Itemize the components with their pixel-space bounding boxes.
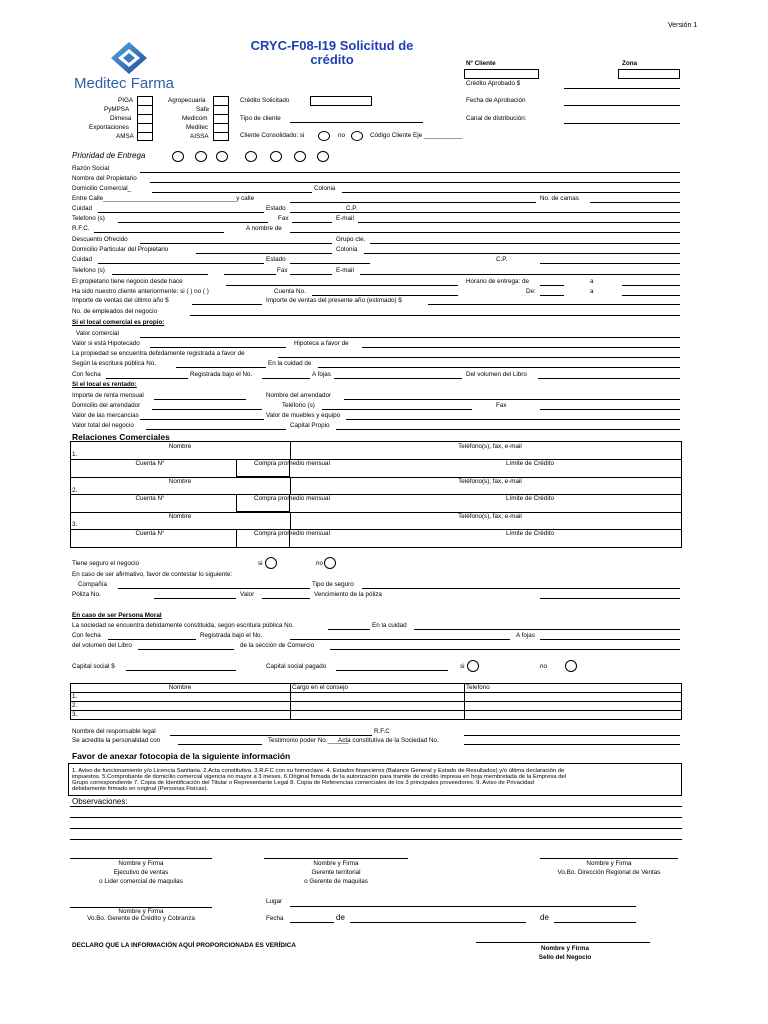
grupo-cte-line[interactable] — [370, 243, 680, 244]
moral-con-fecha-line[interactable] — [108, 639, 196, 640]
hipoteca-favor-line[interactable] — [362, 347, 680, 348]
del-volumen-line[interactable] — [538, 378, 680, 379]
rel1-nombre-header: Nombre — [168, 443, 192, 450]
rfc-label: R.F.C. — [72, 225, 90, 232]
acta-label: Acta constitutiva de la Sociedad No. — [338, 737, 439, 744]
domicilio-particular-label: Domicilio Particular del Propietario — [72, 246, 169, 253]
constituida-line[interactable] — [328, 629, 370, 630]
rel3-limite-header: Límite de Crédito — [506, 530, 554, 537]
tipo-seguro-line[interactable] — [362, 588, 680, 589]
telefono-line[interactable] — [118, 222, 268, 223]
cuenta-no-line[interactable] — [312, 295, 458, 296]
no-empleados-label: No. de empleados del negocio — [72, 308, 158, 315]
valor-line[interactable] — [262, 598, 310, 599]
company-label-piga: PIGA — [118, 97, 134, 104]
estado-label: Estado — [266, 205, 286, 212]
moral-a-fojas-line[interactable] — [540, 639, 680, 640]
fecha-de-label-1: de — [336, 913, 345, 922]
nombre-arrendador-line[interactable] — [344, 399, 680, 400]
valor-muebles-line[interactable] — [346, 419, 680, 420]
prioridad-radio-2[interactable] — [195, 151, 207, 162]
rel3-cuenta-header: Cuenta N° — [135, 530, 165, 537]
rel3-cuenta-cell[interactable] — [236, 529, 290, 548]
de-a-label: a — [590, 288, 594, 295]
poliza-label: Póliza No. — [72, 591, 101, 598]
fecha-mes-line[interactable] — [350, 922, 526, 923]
firma-gerente-cargo-2: o Gerente de maquilas — [304, 878, 368, 885]
acredita-line[interactable] — [178, 744, 262, 745]
capital-no-radio[interactable] — [565, 660, 577, 672]
propio-heading: Si el local comercial es propio: — [72, 319, 165, 326]
rel3-nombre-header: Nombre — [168, 513, 192, 520]
firma-credito-cargo: Vo.Bo. Gerente de Crédito y Cobranza — [87, 915, 195, 922]
estado-line[interactable] — [290, 212, 370, 213]
a-fojas-label: A fojas — [312, 371, 331, 378]
importe-renta-label: Importe de renta mensual — [72, 392, 144, 399]
cuenta-no-label: Cuenta No. — [274, 288, 306, 295]
fax-line[interactable] — [292, 222, 332, 223]
registrada-libro-label: Registrada bajo el No. — [190, 371, 253, 378]
registrada-favor-label: La propiedad se encuentra debidamente registrada a favor de — [72, 350, 245, 357]
estado2-label: Estado — [266, 256, 286, 263]
credito-aprobado-line[interactable] — [564, 88, 680, 89]
segun-escritura-line[interactable] — [176, 367, 266, 368]
anexos-line-3: Grupo correspondiente 7. Copia de Identificación del Titular o Representante Legal 8. Copia de Referencias comerciales de los 3 principales proveedores. 9. Aviso de Privacidad — [72, 780, 534, 786]
valor-total-label: Valor total del negocio — [72, 422, 134, 429]
de-label: De: — [526, 288, 536, 295]
fecha-label: Fecha — [266, 915, 284, 922]
rel1-telefono-header: Teléfono(s), fax, e-mail — [458, 443, 522, 450]
credito-aprobado-label: Crédito Aprobado $ — [466, 80, 521, 87]
a-fojas-line[interactable] — [334, 378, 462, 379]
de-line[interactable] — [540, 295, 564, 296]
consejo-nombre-header: Nombre — [168, 684, 192, 691]
prioridad-radio-5[interactable] — [270, 151, 282, 162]
valor-hipotecado-label: Valor si está Hipotecado — [72, 340, 140, 347]
con-fecha-line[interactable] — [106, 378, 188, 379]
no-cliente-label: Nº Cliente — [466, 60, 496, 67]
a-nombre-de-line[interactable] — [290, 232, 680, 233]
firma-ejecutivo-cargo-2: o Lider comercial de maquilas — [99, 878, 183, 885]
rel2-cuenta-header: Cuenta N° — [135, 495, 165, 502]
zona-input[interactable] — [618, 69, 680, 79]
no-camas-line[interactable] — [590, 202, 680, 203]
segun-escritura-label: Según la escritura pública No. — [72, 360, 157, 367]
domicilio-comercial-line[interactable] — [152, 192, 312, 193]
rel3-row-number: 3. — [72, 521, 78, 528]
company-label-agropecuaria: Agropecuaria — [168, 97, 206, 104]
propietario-desde-label: El propietario tiene negocio desde hace — [72, 278, 183, 285]
moral-registrada-label: Registrada bajo el No. — [200, 632, 263, 639]
firma-gerente-nombre: Nombre y Firma — [313, 860, 359, 867]
credito-solicitado-label: Crédito Solicitado — [240, 97, 290, 104]
descuento-ofrecido-line[interactable] — [140, 243, 332, 244]
fecha-de-label-2: de — [540, 913, 549, 922]
seguro-no-label: no — [316, 560, 324, 567]
canal-distribucion-line[interactable] — [564, 123, 680, 124]
firma-gerente-cargo: Gerente territorial — [311, 869, 361, 876]
del-volumen-label: Del volumen del Libro — [466, 371, 527, 378]
fax2-line[interactable] — [290, 274, 332, 275]
fax2-label: Fax — [277, 267, 288, 274]
no-cliente-input[interactable] — [464, 69, 539, 79]
capital-propio-line[interactable] — [336, 429, 680, 430]
testimonio-label: Testimonio poder No.______ — [268, 737, 349, 744]
compania-label: Compañía — [78, 581, 108, 588]
importe-renta-line[interactable] — [154, 399, 246, 400]
firma-direccion-line[interactable] — [540, 858, 678, 859]
firma-negocio-nombre: Nombre y Firma — [541, 945, 589, 952]
rentado-telefono-line[interactable] — [322, 409, 472, 410]
hipoteca-favor-label: Hipoteca a favor de — [294, 340, 349, 347]
observaciones-line-1[interactable] — [70, 806, 682, 807]
rel2-cuenta-cell[interactable] — [236, 494, 290, 512]
grupo-cte-label: Grupo cte. — [336, 236, 366, 243]
razon-social-line[interactable] — [140, 172, 680, 173]
ventas-presente-label: Importe de ventas del presente año (estimado) $ — [266, 297, 402, 304]
domicilio-comercial-label: Domicilio Comercial_ — [72, 185, 132, 192]
compania-line[interactable] — [118, 588, 310, 589]
capital-social-line[interactable] — [126, 670, 236, 671]
company-label-aissa: AISSA — [190, 133, 209, 140]
cuidad2-label: Cuidad — [72, 256, 92, 263]
prioridad-radio-3[interactable] — [216, 151, 228, 162]
logo-text: Meditec Farma — [74, 75, 175, 92]
form-title: CRYC-F08-I19 Solicitud de crédito — [250, 38, 414, 67]
cuidad2-line[interactable] — [98, 263, 264, 264]
rel2-telefono-header: Teléfono(s), fax, e-mail — [458, 478, 522, 485]
consejo-row-2: 2. — [72, 702, 78, 709]
responsable-legal-label: Nombre del responsable legal — [72, 728, 156, 735]
capital-social-label: Capital social $ — [72, 663, 115, 670]
tipo-cliente-line[interactable] — [290, 122, 423, 123]
zona-label: Zona — [622, 60, 638, 67]
prioridad-radio-4[interactable] — [245, 151, 257, 162]
ha-sido-cliente-label: Ha sido nuestro cliente anteriormente: si ( ) no ( ) — [72, 288, 209, 295]
ventas-ultimo-line[interactable] — [192, 304, 262, 305]
moral-cuidad-line[interactable] — [414, 629, 680, 630]
rel2-nombre-header: Nombre — [168, 478, 192, 485]
company-checkbox-column-right — [213, 96, 229, 141]
email2-line[interactable] — [360, 274, 680, 275]
firma-credito-nombre: Nombre y Firma — [118, 908, 164, 915]
constituida-label: La sociedad se encuentra debidamente constituida, según escritura pública No. — [72, 622, 294, 629]
observaciones-label: Observaciones: — [72, 797, 128, 806]
telefono2-line-b[interactable] — [224, 274, 276, 275]
telefono2-label: Telefono (s) — [72, 267, 105, 274]
horario-a-label: a — [590, 278, 594, 285]
company-label-meditec: Meditec — [186, 124, 209, 131]
registrada-libro-line[interactable] — [262, 378, 310, 379]
acredita-label: Se acredita la personalidad con — [72, 737, 161, 744]
fecha-anio-line[interactable] — [554, 922, 636, 923]
cuidad-label: Cuidad — [72, 205, 92, 212]
cp2-label: C.P. — [496, 256, 508, 263]
nombre-propietario-label: Nombre del Propietario — [72, 175, 137, 182]
en-la-cuidad-line[interactable] — [318, 367, 680, 368]
declaro-text: DECLARO QUE LA INFORMACIÓN AQUÍ PROPORCIONADA ES VERÍDICA — [72, 942, 297, 949]
horario-a-line[interactable] — [622, 285, 680, 286]
nombre-propietario-line[interactable] — [150, 182, 680, 183]
seccion-comercio-line[interactable] — [330, 649, 680, 650]
ventas-ultimo-label: Importe de ventas del último año $ — [72, 297, 169, 304]
moral-cuidad-label: En la cuidad — [372, 622, 407, 629]
valor-mercancias-line[interactable] — [140, 419, 264, 420]
seccion-comercio-label: de la sección de Comercio — [240, 642, 315, 649]
cp-line[interactable] — [362, 212, 680, 213]
telefono-label: Telefono (s) — [72, 215, 105, 222]
colonia-line[interactable] — [342, 192, 680, 193]
email-line[interactable] — [358, 222, 680, 223]
rentado-fax-line[interactable] — [540, 409, 680, 410]
firma-ejecutivo-cargo: Ejecutivo de ventas — [113, 869, 169, 876]
fecha-aprobacion-label: Fecha de Aprobación — [466, 97, 526, 104]
anexos-line-4: debidamente firmado en original (Personas Fisicas). — [72, 786, 209, 792]
firma-negocio-sello: Sello del Negocio — [538, 954, 592, 961]
version-label: Versión 1 — [668, 22, 698, 29]
de-a-line[interactable] — [622, 295, 680, 296]
rentado-heading: Si el local es rentado: — [72, 381, 137, 388]
firma-ejecutivo-nombre: Nombre y Firma — [118, 860, 164, 867]
rel2-compra-header: Compra promedio mensual — [254, 495, 330, 502]
consolidado-no-radio[interactable] — [351, 131, 363, 141]
firma-ejecutivo-line[interactable] — [70, 858, 212, 859]
company-label-pympsa: PyMPSA — [104, 106, 130, 113]
capital-pagado-line[interactable] — [336, 670, 448, 671]
horario-entrega-label: Horario de entrega: de — [466, 278, 530, 285]
rel1-compra-header: Compra promedio mensual — [254, 460, 330, 467]
moral-heading: En caso de ser Persona Moral — [72, 612, 162, 619]
domicilio-arrendador-label: Domicilio del arrendador — [72, 402, 141, 409]
cp2-line[interactable] — [540, 263, 680, 264]
a-nombre-de-label: A nombre de — [246, 225, 282, 232]
moral-rfc-line[interactable] — [464, 735, 680, 736]
caso-afirmativo-label: En caso de ser afirmativo, favor de contestar lo siguiente: — [72, 571, 233, 578]
credito-solicitado-input[interactable] — [310, 96, 372, 106]
firma-gerente-line[interactable] — [264, 858, 408, 859]
cliente-consolidado-label: Cliente Consolidado: si — [240, 132, 305, 139]
rel1-cuenta-header: Cuenta N° — [135, 460, 165, 467]
tiene-seguro-label: Tiene seguro el negocio — [72, 560, 139, 567]
prioridad-radio-1[interactable] — [172, 151, 184, 162]
rel1-limite-header: Límite de Crédito — [506, 460, 554, 467]
capital-si-label: si — [460, 663, 465, 670]
observaciones-line-4[interactable] — [70, 839, 682, 840]
seguro-si-radio[interactable] — [265, 557, 277, 569]
consejo-row-3: 3. — [72, 711, 78, 718]
capital-no-label: no — [540, 663, 548, 670]
tipo-cliente-label: Tipo de cliente — [240, 115, 281, 122]
moral-registrada-line[interactable] — [290, 639, 510, 640]
acta-line[interactable] — [464, 744, 680, 745]
consolidado-si-radio[interactable] — [318, 131, 330, 141]
fecha-aprobacion-line[interactable] — [564, 105, 680, 106]
company-label-safe: Safe — [196, 106, 209, 113]
company-logo — [72, 40, 207, 92]
domicilio-arrendador-line[interactable] — [152, 409, 262, 410]
colonia-label: Colonia — [314, 185, 336, 192]
company-label-medicom: Medicom — [182, 115, 208, 122]
prioridad-radio-7[interactable] — [317, 151, 329, 162]
prioridad-label: Prioridad de Entrega — [72, 151, 146, 160]
email-label: E-mail — [336, 215, 354, 222]
company-label-dimesa: Dimesa — [110, 115, 132, 122]
valor-total-line[interactable] — [146, 429, 286, 430]
valor-comercial-label: Valor comercial — [76, 330, 119, 337]
telefono2-line-a[interactable] — [112, 274, 208, 275]
ventas-presente-line[interactable] — [428, 304, 680, 305]
seguro-no-radio[interactable] — [324, 557, 336, 569]
rentado-fax-label: Fax — [496, 402, 507, 409]
valor-comercial-line[interactable] — [140, 337, 680, 338]
codigo-cliente-eje-label: Código Cliente Eje ___________ — [370, 132, 463, 139]
consejo-cargo-header: Cargo en el consejo — [292, 684, 349, 691]
observaciones-line-2[interactable] — [70, 817, 682, 818]
anexos-heading: Favor de anexar fotocopia de la siguiente información — [72, 751, 291, 761]
en-la-cuidad-label: En la cuidad de — [268, 360, 312, 367]
firma-direccion-cargo: Vo.Bo. Dirección Regional de Ventas — [557, 869, 661, 876]
company-checkbox-column-left — [137, 96, 153, 141]
company-label-amsa: AMSA — [116, 133, 134, 140]
email2-label: E-mail — [336, 267, 354, 274]
firma-negocio-line[interactable] — [476, 942, 650, 943]
rel3-compra-header: Compra promedio mensual — [254, 530, 330, 537]
capital-propio-label: Capital Propio — [290, 422, 330, 429]
lugar-label: Lugar — [266, 898, 283, 905]
seguro-si-label: si — [258, 560, 263, 567]
horario-de-line[interactable] — [540, 285, 564, 286]
capital-si-radio[interactable] — [467, 660, 479, 672]
con-fecha-label: Con fecha — [72, 371, 101, 378]
firma-direccion-nombre: Nombre y Firma — [586, 860, 632, 867]
vencimiento-line[interactable] — [540, 598, 680, 599]
company-label-exportaciones: Exportaciones — [89, 124, 129, 131]
rel3-telefono-header: Teléfono(s), fax, e-mail — [458, 513, 522, 520]
no-empleados-line[interactable] — [190, 315, 680, 316]
moral-a-fojas-label: A fojas — [516, 632, 535, 639]
poliza-line[interactable] — [154, 598, 236, 599]
fecha-dia-line[interactable] — [290, 922, 334, 923]
anexos-line-2: impuestos. 5.Comprobante de domicilio comercial vigencia no mayor a 3 meses. 6.Original firmada de la autorización para tramite de crédito impresa en hoja membretada de la Empresa del — [72, 774, 567, 780]
responsable-legal-line[interactable] — [170, 735, 372, 736]
registrada-favor-line[interactable] — [278, 357, 680, 358]
consejo-row-1: 1. — [72, 693, 78, 700]
rel1-cuenta-cell[interactable] — [236, 459, 290, 477]
vencimiento-label: Vencimiento de la póliza — [314, 591, 382, 598]
tipo-seguro-label: Tipo de seguro — [312, 581, 354, 588]
nombre-arrendador-label: Nombre del arrendador — [266, 392, 332, 399]
cuidad-line[interactable] — [98, 212, 264, 213]
moral-volumen-line[interactable] — [138, 649, 234, 650]
domicilio-particular-line[interactable] — [196, 253, 332, 254]
no-camas-label: No. de camas — [540, 195, 579, 202]
prioridad-radio-6[interactable] — [294, 151, 306, 162]
canal-distribucion-label: Canal de distribución: — [466, 115, 527, 122]
observaciones-line-3[interactable] — [70, 828, 682, 829]
razon-social-label: Razón Social — [72, 165, 110, 172]
capital-pagado-label: Capital social pagado — [266, 663, 327, 670]
rel2-row-number: 2. — [72, 487, 78, 494]
cp-label: C.P. — [346, 205, 358, 212]
valor-hipotecado-line[interactable] — [150, 347, 286, 348]
descuento-ofrecido-label: Descuento Ofrecido — [72, 236, 128, 243]
rel1-row-number: 1. — [72, 451, 78, 458]
fax-label: Fax — [278, 215, 289, 222]
valor-mercancias-label: Valor de las mercancias — [72, 412, 139, 419]
y-calle-line[interactable] — [290, 202, 536, 203]
moral-volumen-label: del volumen del Libro — [72, 642, 132, 649]
colonia2-label: Colonia — [336, 246, 358, 253]
relaciones-heading: Relaciones Comerciales — [72, 432, 170, 442]
rfc-line[interactable] — [94, 232, 224, 233]
consolidado-no-label: no — [338, 132, 346, 139]
lugar-line[interactable] — [290, 906, 636, 907]
rel2-limite-header: Límite de Crédito — [506, 495, 554, 502]
moral-rfc-label: R.F.C — [374, 728, 390, 735]
valor-muebles-label: Valor de muebles y equipo — [266, 412, 341, 419]
propietario-desde-line[interactable] — [226, 285, 458, 286]
entre-calle-label: Entre Calle______________________________________y calle — [72, 195, 255, 202]
moral-con-fecha-label: Con fecha — [72, 632, 101, 639]
anexos-line-1: 1. Aviso de funcionamiento y/o Licencia Sanitaria. 2.Acta constitutiva. 3.R.F.C con su homoclave. 4. Estados financieros (Balance General y Estado de Resultados) y/o última declaración de — [72, 768, 565, 774]
consejo-telefono-header: Telefono — [466, 684, 490, 691]
estado2-line[interactable] — [290, 263, 370, 264]
rentado-telefono-label: Teléfono (s) — [282, 402, 315, 409]
valor-label: Valor — [240, 591, 255, 598]
colonia2-line[interactable] — [364, 253, 680, 254]
